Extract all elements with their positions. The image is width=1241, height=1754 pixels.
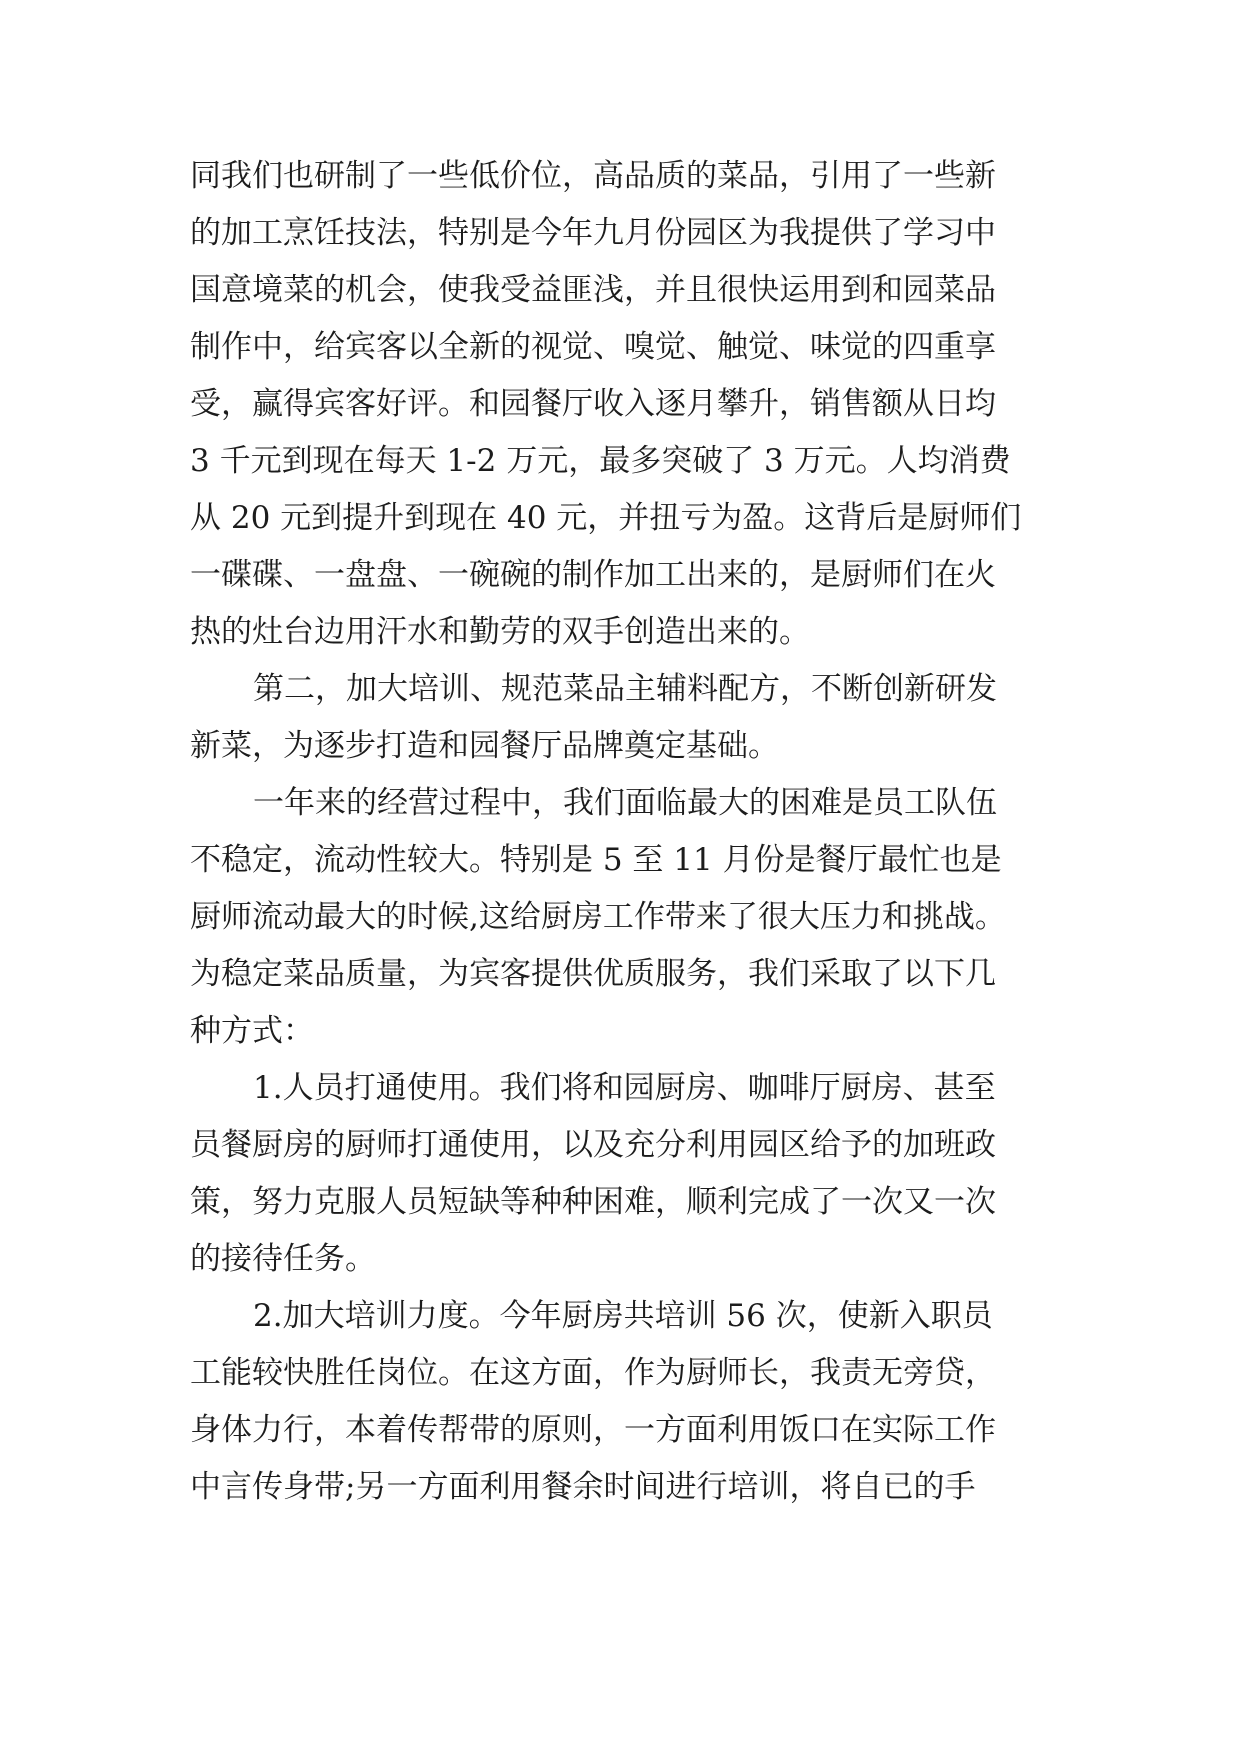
text-line: 种方式： xyxy=(190,1013,314,1049)
text-line: 新菜，为逐步打造和园餐厅品牌奠定基础。 xyxy=(190,728,779,764)
text-line: 员餐厨房的厨师打通使用，以及充分利用园区给予的加班政 xyxy=(190,1127,996,1163)
text-line: 的接待任务。 xyxy=(190,1241,376,1277)
text-line: 热的灶台边用汗水和勤劳的双手创造出来的。 xyxy=(190,614,810,650)
text-line: 中言传身带;另一方面利用餐余时间进行培训，将自已的手 xyxy=(190,1469,976,1505)
paragraph-heading-line: 第二，加大培训、规范菜品主辅料配方，不断创新研发 xyxy=(253,671,997,707)
text-line: 制作中，给宾客以全新的视觉、嗅觉、触觉、味觉的四重享 xyxy=(190,329,996,365)
text-line: 同我们也研制了一些低价位，高品质的菜品，引用了一些新 xyxy=(190,158,996,194)
text-line: 受，赢得宾客好评。和园餐厅收入逐月攀升，销售额从日均 xyxy=(190,386,996,422)
text-line: 从 20 元到提升到现在 40 元，并扭亏为盈。这背后是厨师们 xyxy=(190,500,1022,536)
text-line: 厨师流动最大的时候,这给厨房工作带来了很大压力和挑战。 xyxy=(190,899,1006,935)
paragraph-start-line: 一年来的经营过程中，我们面临最大的困难是员工队伍 xyxy=(253,785,997,821)
text-line: 为稳定菜品质量，为宾客提供优质服务，我们采取了以下几 xyxy=(190,956,996,992)
list-item-2-line: 2.加大培训力度。今年厨房共培训 56 次，使新入职员 xyxy=(253,1298,993,1334)
text-line: 策，努力克服人员短缺等种种困难，顺利完成了一次又一次 xyxy=(190,1184,996,1220)
text-line: 的加工烹饪技法，特别是今年九月份园区为我提供了学习中 xyxy=(190,215,996,251)
text-line: 3 千元到现在每天 1-2 万元，最多突破了 3 万元。人均消费 xyxy=(190,443,1011,479)
list-item-1-line: 1.人员打通使用。我们将和园厨房、咖啡厅厨房、甚至 xyxy=(253,1070,996,1106)
text-line: 身体力行，本着传帮带的原则，一方面利用饭口在实际工作 xyxy=(190,1412,996,1448)
text-line: 不稳定，流动性较大。特别是 5 至 11 月份是餐厅最忙也是 xyxy=(190,842,1002,878)
text-line: 国意境菜的机会，使我受益匪浅，并且很快运用到和园菜品 xyxy=(190,272,996,308)
text-line: 一碟碟、一盘盘、一碗碗的制作加工出来的，是厨师们在火 xyxy=(190,557,996,593)
text-line: 工能较快胜任岗位。在这方面，作为厨师长，我责无旁贷， xyxy=(190,1355,996,1391)
